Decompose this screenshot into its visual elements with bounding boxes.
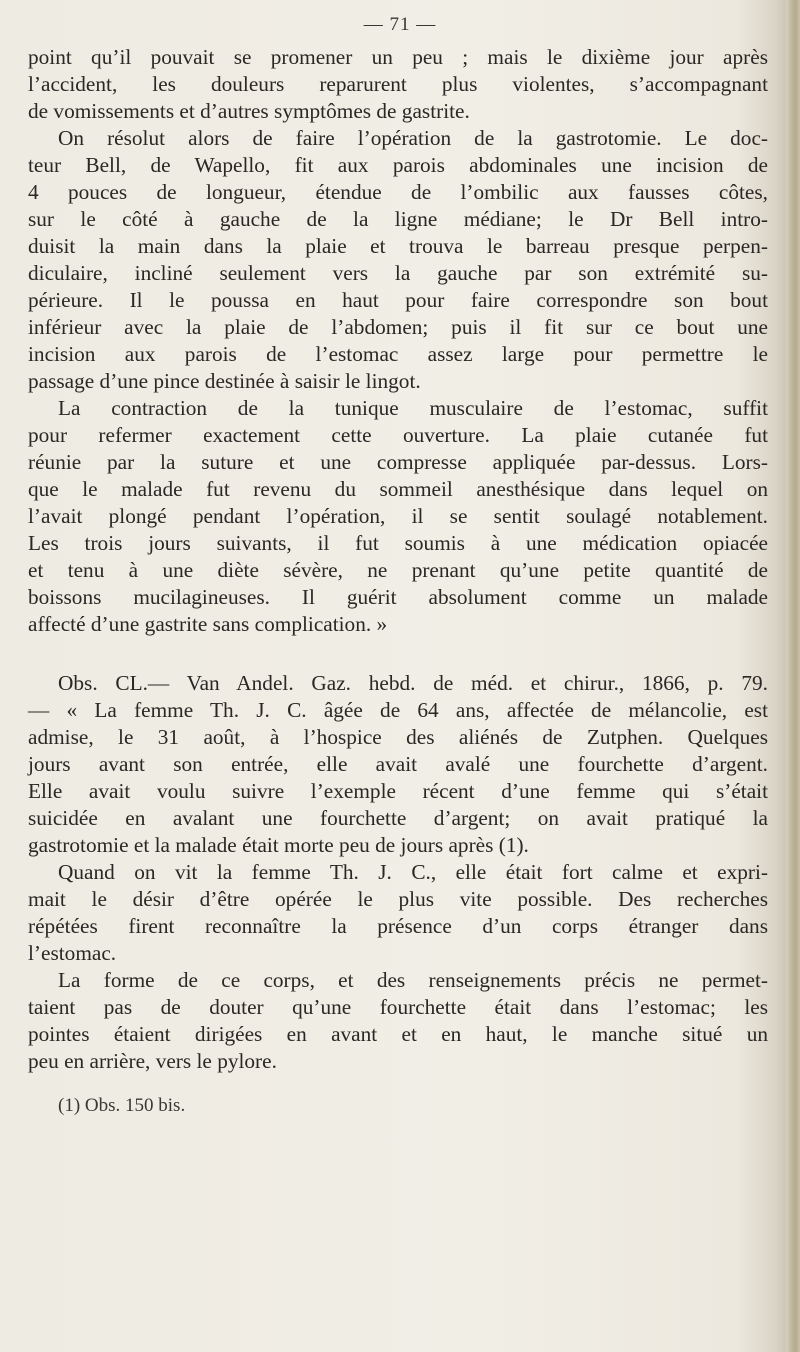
text-line: Les trois jours suivants, il fut soumis à une médication opiacée — [28, 531, 768, 555]
text-line: peu en arrière, vers le pylore. — [28, 1049, 277, 1073]
text-line: Quand on vit la femme Th. J. C., elle était fort calme et expri- — [58, 860, 768, 884]
text-line: La forme de ce corps, et des renseignements précis ne permet- — [58, 968, 768, 992]
text-line: affecté d’une gastrite sans complication. » — [28, 612, 388, 636]
text-line: 4 pouces de longueur, étendue de l’ombilic aux fausses côtes, — [28, 180, 768, 204]
text-line: l’avait plongé pendant l’opération, il se sentit soulagé notablement. — [28, 504, 768, 528]
footnote: (1) Obs. 150 bis. — [58, 1095, 186, 1116]
text-line: diculaire, incliné seulement vers la gauche par son extrémité su- — [28, 261, 768, 285]
text-line: — « La femme Th. J. C. âgée de 64 ans, affectée de mélancolie, est — [28, 698, 768, 722]
text-line: point qu’il pouvait se promener un peu ; mais le dixième jour après — [28, 45, 768, 69]
text-line: pointes étaient dirigées en avant et en haut, le manche situé un — [28, 1022, 768, 1046]
text-line: l’estomac. — [28, 941, 117, 965]
text-line: Elle avait voulu suivre l’exemple récent d’une femme qui s’était — [28, 779, 768, 803]
text-line: de vomissements et d’autres symptômes de gastrite. — [28, 99, 470, 123]
text-line: Obs. CL.— Van Andel. Gaz. hebd. de méd. et chirur., 1866, p. 79. — [58, 671, 768, 695]
page-number: — 71 — — [363, 14, 437, 35]
text-line: La contraction de la tunique musculaire de l’estomac, suffit — [58, 396, 768, 420]
text-line: pour refermer exactement cette ouverture. La plaie cutanée fut — [28, 423, 768, 447]
text-line: que le malade fut revenu du sommeil anesthésique dans lequel on — [28, 477, 768, 501]
text-line: réunie par la suture et une compresse appliquée par-dessus. Lors- — [28, 450, 768, 474]
text-line: sur le côté à gauche de la ligne médiane; le Dr Bell intro- — [28, 207, 768, 231]
text-line: incision aux parois de l’estomac assez large pour permettre le — [28, 342, 768, 366]
text-line: passage d’une pince destinée à saisir le lingot. — [28, 369, 421, 393]
text-line: On résolut alors de faire l’opération de la gastrotomie. Le doc- — [58, 126, 768, 150]
text-line: taient pas de douter qu’une fourchette était dans l’estomac; les — [28, 995, 768, 1019]
text-line: périeure. Il le poussa en haut pour faire correspondre son bout — [28, 288, 768, 312]
text-line: l’accident, les douleurs reparurent plus violentes, s’accompagnant — [28, 72, 768, 96]
text-line: inférieur avec la plaie de l’abdomen; puis il fit sur ce bout une — [28, 315, 768, 339]
text-line: mait le désir d’être opérée le plus vite possible. Des recherches — [28, 887, 768, 911]
text-line: jours avant son entrée, elle avait avalé une fourchette d’argent. — [28, 752, 768, 776]
text-line: teur Bell, de Wapello, fit aux parois abdominales une incision de — [28, 153, 768, 177]
text-line: duisit la main dans la plaie et trouva le barreau presque perpen- — [28, 234, 768, 258]
page-edge — [786, 0, 800, 1352]
text-line: boissons mucilagineuses. Il guérit absolument comme un malade — [28, 585, 768, 609]
text-line: et tenu à une diète sévère, ne prenant qu’une petite quantité de — [28, 558, 768, 582]
text-line: gastrotomie et la malade était morte peu de jours après (1). — [28, 833, 529, 857]
text-line: admise, le 31 août, à l’hospice des aliénés de Zutphen. Quelques — [28, 725, 768, 749]
text-line: répétées firent reconnaître la présence d’un corps étranger dans — [28, 914, 768, 938]
text-line: suicidée en avalant une fourchette d’argent; on avait pratiqué la — [28, 806, 768, 830]
